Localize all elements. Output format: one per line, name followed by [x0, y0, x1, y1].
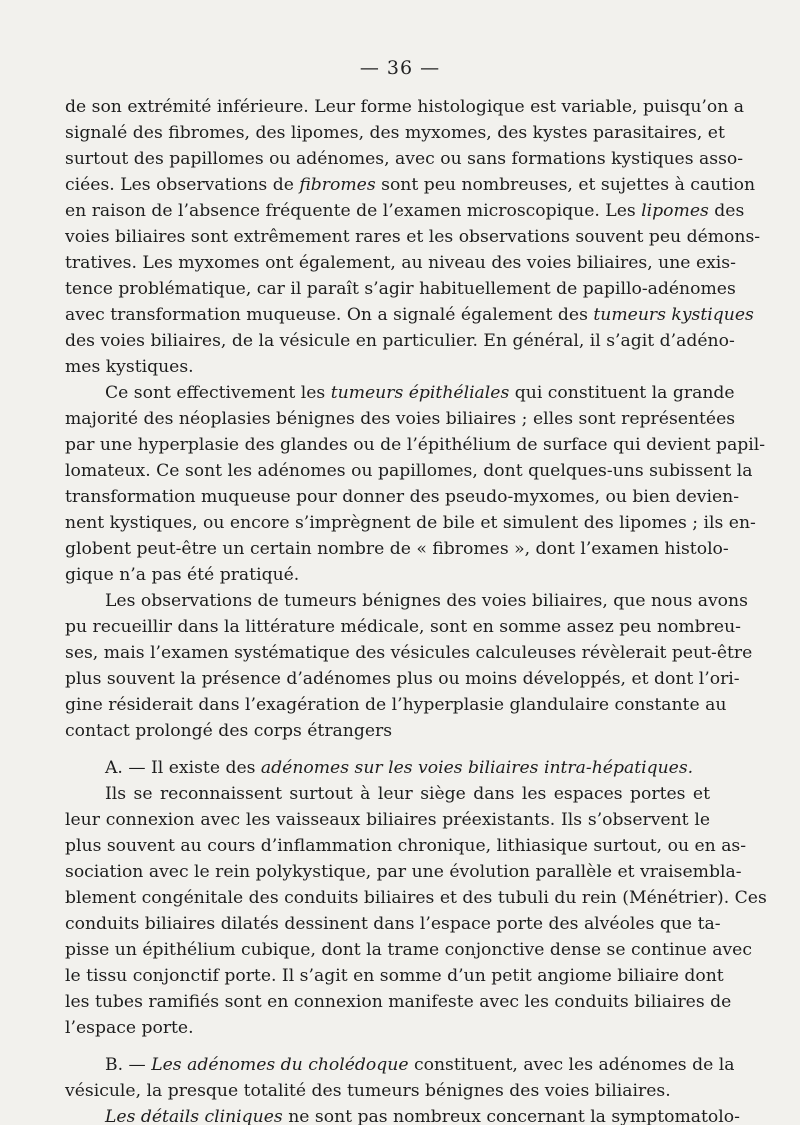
text-line: lomateux. Ce sont les adénomes ou papillomes, dont quelques-uns subissent la [65, 461, 753, 481]
text-line: mes kystiques. [65, 357, 194, 377]
text-line: de son extrémité inférieure. Leur forme histologique est variable, puisqu’on a [65, 97, 745, 117]
text-line [65, 200, 745, 223]
text-line: leur connexion avec les vaisseaux biliaires préexistants. Ils s’observent le [65, 810, 710, 830]
text-line: contact prolongé des corps étrangers [65, 721, 393, 741]
text-line: surtout des papillomes ou adénomes, avec ou sans formations kystiques asso- [65, 149, 744, 169]
text-line: vésicule, la presque totalité des tumeurs bénignes des voies biliaires. [65, 1081, 671, 1101]
text-segment: des [708, 201, 745, 221]
text-line: les tubes ramifiés sont en connexion manifeste avec les conduits biliaires de [65, 992, 732, 1012]
text-line: l’espace porte. [65, 1018, 194, 1038]
text-segment: B. — [105, 1055, 152, 1075]
text-line: majorité des néoplasies bénignes des voies biliaires ; elles sont représentées [65, 409, 736, 429]
text-line: voies biliaires sont extrêmement rares et les observations souvent peu démons- [65, 227, 761, 247]
text-line: nent kystiques, ou encore s’imprègnent de bile et simulent des lipomes ; ils en- [65, 513, 756, 533]
italic-term: lipomes [641, 201, 709, 221]
section-heading-a [105, 757, 710, 780]
italic-term: fibromes [299, 175, 376, 195]
text-line: gique n’a pas été pratiqué. [65, 565, 300, 585]
text-line [65, 304, 754, 327]
text-line: blement congénitale des conduits biliaires et des tubuli du rein (Ménétrier). Ces [65, 888, 767, 908]
text-line: ses, mais l’examen systématique des vésicules calculeuses révèlerait peut-être [65, 643, 753, 663]
italic-term: adénomes sur les voies biliaires intra-hépatiques. [260, 758, 694, 778]
text-line: des voies biliaires, de la vésicule en particulier. En général, il s’agit d’adéno- [65, 331, 735, 351]
italic-term: Les adénomes du cholédoque [151, 1055, 409, 1075]
text-line: pu recueillir dans la littérature médicale, sont en somme assez peu nombreu- [65, 617, 741, 637]
text-line: tence problématique, car il paraît s’agir habituellement de papillo-adénomes [65, 279, 736, 299]
page-number: — 36 — [359, 57, 441, 79]
text-line: signalé des fibromes, des lipomes, des myxomes, des kystes parasitaires, et [65, 123, 725, 143]
italic-term: Les détails cliniques [105, 1107, 283, 1125]
text-line: tratives. Les myxomes ont également, au niveau des voies biliaires, une exis- [65, 253, 736, 273]
text-line [105, 1106, 740, 1125]
text-line: Ils se reconnaissent surtout à leur siège dans les espaces portes et [105, 784, 710, 804]
text-segment: A. — Il existe des [105, 758, 261, 778]
text-segment: en raison de l’absence fréquente de l’examen microscopique. Les [65, 201, 642, 221]
text-line: par une hyperplasie des glandes ou de l’épithélium de surface qui devient papil- [65, 435, 766, 455]
text-segment: ciées. Les observations de [65, 175, 300, 195]
text-line: conduits biliaires dilatés dessinent dans l’espace porte des alvéoles que ta- [65, 914, 721, 934]
text-line: le tissu conjonctif porte. Il s’agit en somme d’un petit angiome biliaire dont [65, 966, 724, 986]
text-line: sociation avec le rein polykystique, par une évolution parallèle et vraisembla- [65, 862, 742, 882]
text-segment: sont peu nombreuses, et sujettes à caution [375, 175, 756, 195]
text-segment: constituent, avec les adénomes de la [408, 1055, 735, 1075]
text-segment: ne sont pas nombreux concernant la symptomatolo- [282, 1107, 740, 1125]
text-line: plus souvent la présence d’adénomes plus ou moins développés, et dont l’ori- [65, 669, 740, 689]
text-line: Les observations de tumeurs bénignes des voies biliaires, que nous avons [105, 591, 748, 611]
text-segment: avec transformation muqueuse. On a signalé également des [65, 305, 594, 325]
text-line [105, 382, 735, 405]
text-line [65, 174, 756, 197]
text-segment: qui constituent la grande [509, 383, 735, 403]
text-line: plus souvent au cours d’inflammation chronique, lithiasique surtout, ou en as- [65, 836, 747, 856]
italic-term: tumeurs kystiques [593, 305, 754, 325]
text-segment: Ce sont effectivement les [105, 383, 331, 403]
text-line: pisse un épithélium cubique, dont la trame conjonctive dense se continue avec [65, 940, 752, 960]
text-line: globent peut-être un certain nombre de « fibromes », dont l’examen histolo- [65, 539, 729, 559]
italic-term: tumeurs épithéliales [330, 383, 510, 403]
text-line: gine résiderait dans l’exagération de l’hyperplasie glandulaire constante au [65, 695, 727, 715]
section-heading-b [105, 1054, 735, 1077]
text-line: transformation muqueuse pour donner des pseudo-myxomes, ou bien devien- [65, 487, 740, 507]
